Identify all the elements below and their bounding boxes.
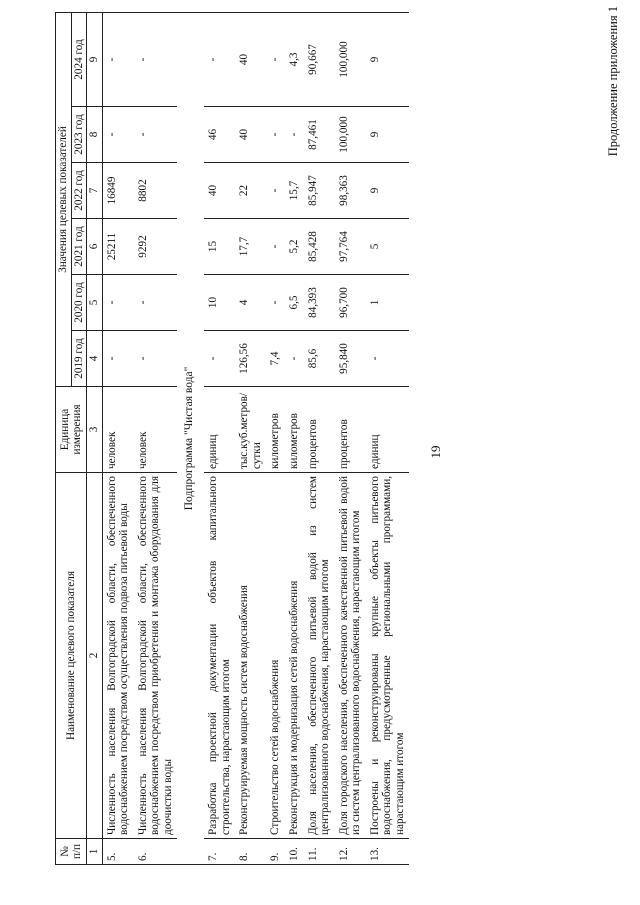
table-header: [56, 12, 103, 864]
value-cell: 100,000: [335, 12, 366, 106]
indicator-name: Численность населения Волгоградской области, обеспеченного водоснабжением посредством приобретения и монтажа оборудования для доочистки воды: [134, 473, 178, 839]
value-cell: 85,428: [304, 219, 335, 275]
row-number: 10.: [285, 839, 304, 865]
value-cell: 5,2: [285, 219, 304, 275]
value-cell: -: [102, 107, 134, 163]
table-row: [335, 12, 366, 864]
value-cell: 10: [204, 275, 235, 331]
subprogram-row: [177, 12, 204, 864]
value-cell: 100,000: [335, 107, 366, 163]
indicator-name: Численность населения Волгоградской области, обеспеченного водоснабжением посредством осуществления подвоза питьевой воды: [102, 473, 134, 839]
value-cell: 1: [366, 275, 410, 331]
value-cell: 84,393: [304, 275, 335, 331]
indicator-unit: километров: [266, 387, 285, 473]
value-cell: -: [204, 12, 235, 106]
value-cell: -: [266, 163, 285, 219]
value-cell: 6,5: [285, 275, 304, 331]
indicators-table: [55, 12, 409, 865]
column-index: 1: [87, 839, 103, 865]
indicator-name: Доля городского населения, обеспеченного качественной питьевой водой из систем централизованного водоснабжения, нарастающим итогом: [335, 473, 366, 839]
value-cell: 17,7: [235, 219, 266, 275]
value-cell: 85,6: [304, 331, 335, 387]
indicator-unit: единиц: [366, 387, 410, 473]
value-cell: 97,764: [335, 219, 366, 275]
value-cell: 15: [204, 219, 235, 275]
table-body: [102, 12, 409, 864]
subprogram-title: [177, 12, 204, 864]
value-cell: 98,363: [335, 163, 366, 219]
table-row: [285, 12, 304, 864]
indicator-unit: человек: [102, 387, 134, 473]
value-cell: -: [266, 219, 285, 275]
value-cell: 9: [366, 12, 410, 106]
indicator-unit: тыс.куб.метров/сутки: [235, 387, 266, 473]
indicator-unit: процентов: [304, 387, 335, 473]
value-cell: 25211: [102, 219, 134, 275]
value-cell: 85,947: [304, 163, 335, 219]
value-cell: 15,7: [285, 163, 304, 219]
column-index: 6: [87, 219, 103, 275]
value-cell: 96,700: [335, 275, 366, 331]
header-year: 2022 год: [71, 163, 87, 219]
value-cell: -: [134, 275, 178, 331]
table-row: [366, 12, 410, 864]
row-number: 7.: [204, 839, 235, 865]
indicator-unit: человек: [134, 387, 178, 473]
column-index: 4: [87, 331, 103, 387]
value-cell: -: [366, 331, 410, 387]
value-cell: 126,56: [235, 331, 266, 387]
indicator-unit: единиц: [204, 387, 235, 473]
indicator-name: Реконструируемая мощность систем водоснабжения: [235, 473, 266, 839]
row-number: 5.: [102, 839, 134, 865]
column-index: 7: [87, 163, 103, 219]
continuation-note: Продолжение приложения 1: [606, 6, 620, 157]
value-cell: 40: [204, 163, 235, 219]
value-cell: 7,4: [266, 331, 285, 387]
value-cell: 87,461: [304, 107, 335, 163]
header-year: 2024 год: [71, 12, 87, 106]
value-cell: 16849: [102, 163, 134, 219]
value-cell: 5: [366, 219, 410, 275]
value-cell: 46: [204, 107, 235, 163]
indicator-unit: километров: [285, 387, 304, 473]
value-cell: 40: [235, 107, 266, 163]
row-number: 11.: [304, 839, 335, 865]
value-cell: -: [134, 331, 178, 387]
value-cell: 90,667: [304, 12, 335, 106]
header-values: Значения целевых показателей: [56, 12, 72, 386]
value-cell: 9: [366, 107, 410, 163]
value-cell: 22: [235, 163, 266, 219]
value-cell: -: [102, 331, 134, 387]
value-cell: -: [134, 107, 178, 163]
value-cell: 95,840: [335, 331, 366, 387]
header-year: 2021 год: [71, 219, 87, 275]
row-number: 13.: [366, 839, 410, 865]
header-name: Наименование целевого показателя: [56, 473, 87, 839]
header-year: 2023 год: [71, 107, 87, 163]
indicator-name: Разработка проектной документации объектов капитального строительства, нарастающим итогом: [204, 473, 235, 839]
value-cell: -: [266, 275, 285, 331]
header-year: 2020 год: [71, 275, 87, 331]
table-row: [266, 12, 285, 864]
column-index: 8: [87, 107, 103, 163]
table-row: [134, 12, 178, 864]
row-number: 12.: [335, 839, 366, 865]
value-cell: -: [204, 331, 235, 387]
subprogram-label: Подпрограмма "Чистая вода": [183, 366, 196, 511]
value-cell: -: [285, 331, 304, 387]
page-number: 19: [428, 445, 443, 459]
value-cell: 8802: [134, 163, 178, 219]
row-number: 9.: [266, 839, 285, 865]
indicator-unit: процентов: [335, 387, 366, 473]
indicator-name: Строительство сетей водоснабжения: [266, 473, 285, 839]
row-number: 6.: [134, 839, 178, 865]
value-cell: 4: [235, 275, 266, 331]
row-number: 8.: [235, 839, 266, 865]
indicator-name: Построены и реконструированы крупные объекты питьевого водоснабжения, предусмотренные региональными программами, нарастающим итогом: [366, 473, 410, 839]
value-cell: -: [285, 107, 304, 163]
value-cell: 40: [235, 12, 266, 106]
column-index: 9: [87, 12, 103, 106]
table-row: [235, 12, 266, 864]
value-cell: 4,3: [285, 12, 304, 106]
column-index: 3: [87, 387, 103, 473]
value-cell: -: [102, 275, 134, 331]
column-index: 2: [87, 473, 103, 839]
table-row: [102, 12, 134, 864]
column-index: 5: [87, 275, 103, 331]
header-year: 2019 год: [71, 331, 87, 387]
header-unit: Единица измерения: [56, 387, 87, 473]
value-cell: -: [102, 12, 134, 106]
value-cell: 9: [366, 163, 410, 219]
table-row: [204, 12, 235, 864]
value-cell: -: [134, 12, 178, 106]
value-cell: -: [266, 12, 285, 106]
indicator-name: Реконструкция и модернизация сетей водоснабжения: [285, 473, 304, 839]
value-cell: -: [266, 107, 285, 163]
table-row: [304, 12, 335, 864]
indicator-name: Доля населения, обеспеченного питьевой водой из систем централизованного водоснабжения, нарастающим итогом: [304, 473, 335, 839]
header-num: № п/п: [56, 839, 87, 865]
value-cell: 9292: [134, 219, 178, 275]
